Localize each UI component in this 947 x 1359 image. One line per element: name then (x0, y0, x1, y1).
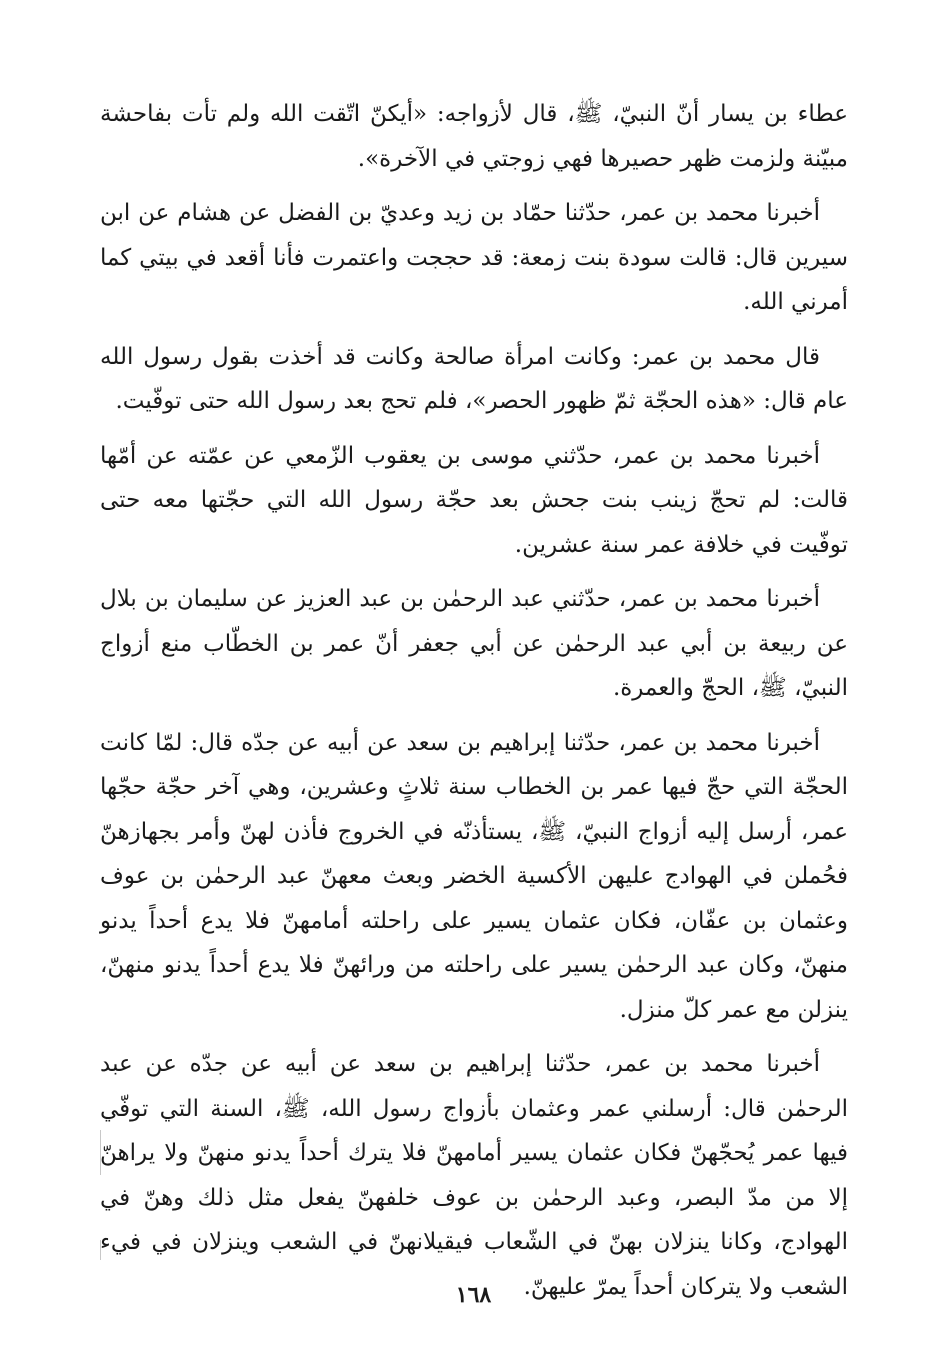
paragraph: أخبرنا محمد بن عمر، حدّثنا إبراهيم بن سعد عن أبيه عن جدّه قال: لمّا كانت الحجّة التي حجّ فيها عمر بن الخطاب سنة ثلاثٍ وعشرين، وهي آخر حجّة حجّها عمر، أرسل إليه أزواج النبيّ، ﷺ، يستأذنّه في الخروج فأذن لهنّ وأمر بجهازهنّ فحُملن في الهوادج عليهن الأكسية الخضر وبعث معهنّ عبد الرحمٰن بن عوف وعثمان بن عفّان، فكان عثمان يسير على راحلته أمامهنّ فلا يدع أحداً يدنو منهنّ، وكان عبد الرحمٰن يسير على راحلته من ورائهنّ فلا يدع أحداً يدنو منهنّ، ينزلن مع عمر كلّ منزل. (100, 729, 848, 1023)
main-text (100, 92, 848, 1319)
paragraph: أخبرنا محمد بن عمر، حدّثنا إبراهيم بن سعد عن أبيه عن جدّه عن عبد الرحمٰن قال: أرسلني عمر وعثمان بأزواج رسول الله، ﷺ، السنة التي توفّي فيها عمر يُحجّهنّ فكان عثمان يسير أمامهنّ فلا يترك أحداً يدنو منهنّ ولا يراهنّ إلا من مدّ البصر، وعبد الرحمٰن بن عوف خلفهنّ يفعل مثل ذلك وهنّ في الهوادج، وكانا ينزلان بهنّ في الشّعاب فيقيلانهنّ في الشعب وينزلان في فيء الشعب ولا يتركان أحداً يمرّ عليهنّ. (100, 1051, 848, 1300)
paragraph: عطاء بن يسار أنّ النبيّ، ﷺ، قال لأزواجه: «أيكنّ اتّقت الله ولم تأت بفاحشة مبيّنة ولزمت ظهر حصيرها فهي زوجتي في الآخرة». (100, 101, 848, 172)
paragraph: أخبرنا محمد بن عمر، حدّثني عبد الرحمٰن بن عبد العزيز عن سليمان بن بلال عن ربيعة بن أبي عبد الرحمٰن عن أبي جعفر أنّ عمر بن الخطّاب منع أزواج النبيّ، ﷺ، الحجّ والعمرة. (100, 586, 848, 701)
paragraph: أخبرنا محمد بن عمر، حدّثنا حمّاد بن زيد وعديّ بن الفضل عن هشام عن ابن سيرين قال: قالت سودة بنت زمعة: قد حججت واعتمرت فأنا أقعد في بيتي كما أمرني الله. (100, 200, 848, 315)
page-number: ١٦٨ (455, 1282, 492, 1308)
paragraph: أخبرنا محمد بن عمر، حدّثني موسى بن يعقوب الزّمعي عن عمّته عن أمّها قالت: لم تحجّ زينب بنت جحش بعد حجّة رسول الله التي حجّتها معه حتى توفّيت في خلافة عمر سنة عشرين. (100, 442, 848, 558)
paragraph: قال محمد بن عمر: وكانت امرأة صالحة وكانت قد أخذت بقول رسول الله عام قال: «هذه الحجّة ثمّ ظهور الحصر»، فلم تحج بعد رسول الله حتى توفّيت. (100, 343, 848, 414)
